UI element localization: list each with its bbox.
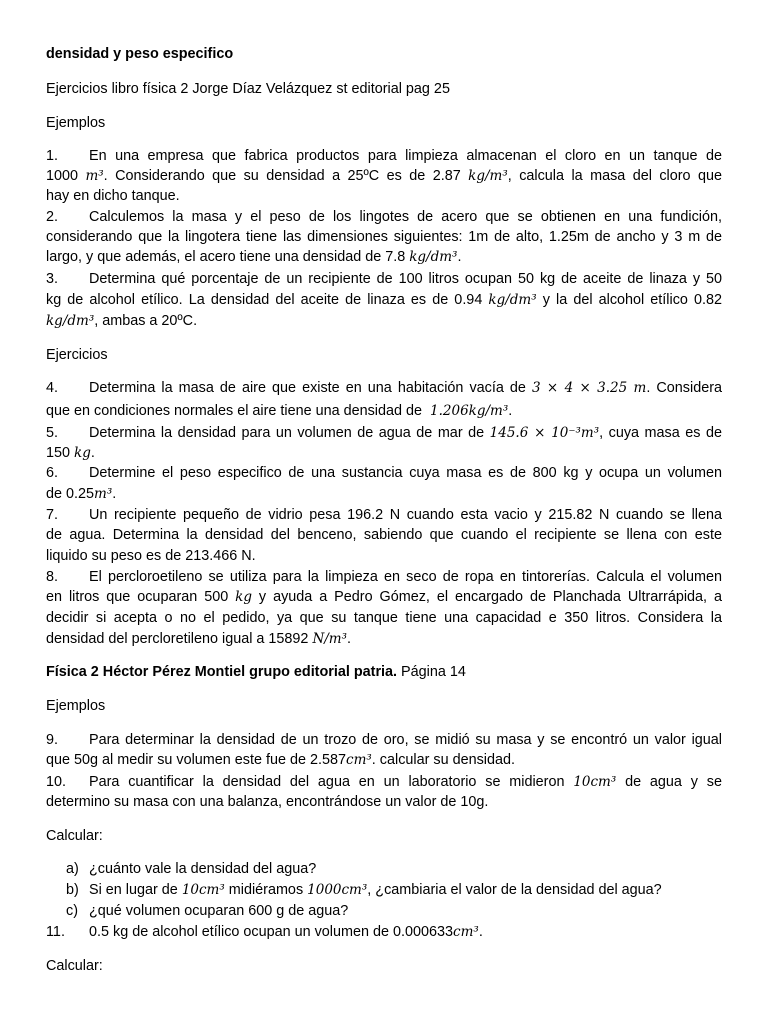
exercise-number: 1.: [46, 148, 59, 164]
exercise-line: liquido su peso es de 213.466 N.: [46, 548, 256, 564]
exercise-number: 2.: [46, 209, 59, 225]
exercise-line: de agua. Determina la densidad del benceno, sabiendo que cuando el recipiente se llena con este: [46, 527, 722, 543]
sub-item-label-c: c): [66, 903, 78, 919]
exercise-line: densidad del percloretileno igual a 15892 N/m³.: [46, 631, 352, 647]
section-heading-ejemplos: Ejemplos: [46, 115, 106, 131]
exercise-line: considerando que la lingotera tiene las dimensiones siguientes: 1m de alto, 1.25m de ancho y 3 m de: [46, 229, 722, 245]
exercise-line: hay en dicho tanque.: [46, 188, 180, 204]
sub-item-text-a: ¿cuánto vale la densidad del agua?: [89, 861, 317, 877]
exercise-line: que 50g al medir su volumen este fue de 2.587cm³. calcular su densidad.: [46, 752, 515, 768]
exercise-number: 6.: [46, 465, 59, 481]
exercise-line: 1000 m³. Considerando que su densidad a 25ºC es de 2.87 kg/m³, calcula la masa del cloro que: [46, 168, 722, 184]
exercise-number: 5.: [46, 425, 59, 441]
exercise-number: 7.: [46, 507, 59, 523]
source-reference-1: Ejercicios libro física 2 Jorge Díaz Velázquez st editorial pag 25: [46, 81, 450, 97]
sub-item-label-b: b): [66, 882, 79, 898]
exercise-number: 10.: [46, 774, 67, 790]
exercise-line: decidir si acepta o no el pedido, ya que su tanque tiene una capacidad e 350 litros. Considera la: [46, 610, 722, 626]
exercise-line: 0.5 kg de alcohol etílico ocupan un volumen de 0.000633cm³.: [89, 924, 483, 940]
document-title: densidad y peso especifico: [46, 46, 234, 62]
section-heading-calcular-2: Calcular:: [46, 958, 103, 974]
exercise-line: Determina qué porcentaje de un recipiente de 100 litros ocupan 50 kg de aceite de linaza y 50: [89, 271, 722, 287]
section-heading-ejercicios: Ejercicios: [46, 347, 108, 363]
exercise-line: en litros que ocuparan 500 kg y ayuda a Pedro Gómez, el encargado de Planchada Ultrarrápida, a: [46, 589, 722, 605]
section-heading-calcular: Calcular:: [46, 828, 103, 844]
exercise-number: 9.: [46, 732, 59, 748]
exercise-line: Determine el peso especifico de una sustancia cuya masa es de 800 kg y ocupa un volumen: [89, 465, 722, 481]
exercise-line: El percloroetileno se utiliza para la limpieza en seco de ropa en tintorerías. Calcula el volumen: [89, 569, 722, 585]
exercise-number: 8.: [46, 569, 59, 585]
exercise-line: 150 kg.: [46, 445, 95, 461]
exercise-number: 4.: [46, 380, 59, 396]
exercise-line: Determina la masa de aire que existe en una habitación vacía de 3 × 4 × 3.25 m. Considera: [89, 380, 722, 396]
exercise-line: Para determinar la densidad de un trozo de oro, se midió su masa y se encontró un valor igual: [89, 732, 722, 748]
sub-item-text-c: ¿qué volumen ocuparan 600 g de agua?: [89, 903, 349, 919]
exercise-number: 11.: [46, 924, 65, 940]
exercise-line: determino su masa con una balanza, encontrándose un valor de 10g.: [46, 794, 489, 810]
exercise-line: Para cuantificar la densidad del agua en un laboratorio se midieron 10cm³ de agua y se: [89, 774, 722, 790]
exercise-number: 3.: [46, 271, 59, 287]
exercise-line: Determina la densidad para un volumen de agua de mar de 145.6 × 10⁻³m³, cuya masa es de: [89, 425, 722, 441]
exercise-line: En una empresa que fabrica productos para limpieza almacenan el cloro en un tanque de: [89, 148, 722, 164]
exercise-line: largo, y que además, el acero tiene una densidad de 7.8 kg/dm³.: [46, 249, 462, 265]
sub-item-label-a: a): [66, 861, 79, 877]
exercise-line: que en condiciones normales el aire tiene una densidad de 1.206kg/m³.: [46, 403, 513, 419]
source-reference-2: Física 2 Héctor Pérez Montiel grupo editorial patria. Página 14: [46, 664, 466, 680]
sub-item-text-b: Si en lugar de 10cm³ midiéramos 1000cm³, ¿cambiaria el valor de la densidad del agua?: [89, 882, 662, 898]
exercise-line: Calculemos la masa y el peso de los lingotes de acero que se obtienen en una fundición,: [89, 209, 722, 225]
section-heading-ejemplos-2: Ejemplos: [46, 698, 106, 714]
exercise-line: Un recipiente pequeño de vidrio pesa 196.2 N cuando esta vacio y 215.82 N cuando se llena: [89, 507, 722, 523]
exercise-line: kg/dm³, ambas a 20ºC.: [46, 313, 198, 329]
exercise-line: de 0.25m³.: [46, 486, 117, 502]
exercise-line: kg de alcohol etílico. La densidad del aceite de linaza es de 0.94 kg/dm³ y la del alcohol etílico 0.82: [46, 292, 722, 308]
